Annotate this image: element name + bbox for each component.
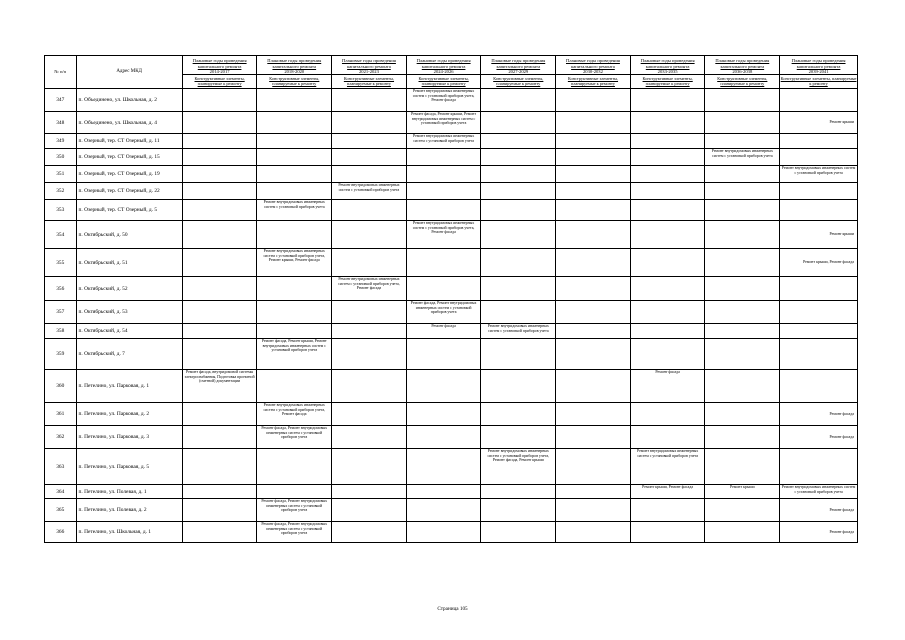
work-cell — [481, 221, 556, 249]
work-cell — [406, 166, 481, 183]
header-period-subtitle: Конструктивные элементы, планируемые к ремонту — [332, 74, 406, 86]
work-cell — [780, 339, 858, 370]
work-cell — [556, 449, 631, 485]
work-cell — [780, 183, 858, 200]
work-cell — [556, 324, 631, 339]
row-address: п. Объединено, ул. Школьная, д. 4 — [76, 112, 182, 134]
work-cell — [182, 324, 257, 339]
work-cell — [406, 449, 481, 485]
row-address: п. Объединено, ул. Школьная, д. 2 — [76, 89, 182, 112]
work-cell — [182, 183, 257, 200]
work-cell — [630, 339, 705, 370]
row-address: п. Октябрьский, д. 51 — [76, 249, 182, 277]
work-cell — [705, 426, 780, 449]
work-cell — [630, 166, 705, 183]
header-address: Адрес МКД — [76, 56, 182, 89]
row-number: 357 — [45, 301, 77, 324]
row-number: 351 — [45, 166, 77, 183]
work-cell — [630, 112, 705, 134]
work-cell: Ремонт крыши — [780, 112, 858, 134]
work-cell — [332, 339, 407, 370]
work-cell — [332, 426, 407, 449]
header-period-years: 2027-2029 — [508, 68, 529, 74]
row-number: 358 — [45, 324, 77, 339]
header-period-years: 2018-2020 — [284, 68, 305, 74]
row-address: п. Октябрьский, д. 54 — [76, 324, 182, 339]
table-row — [45, 339, 858, 370]
work-cell — [481, 134, 556, 149]
work-cell — [481, 277, 556, 301]
row-address: п. Октябрьский, д. 52 — [76, 277, 182, 301]
work-cell — [332, 249, 407, 277]
work-cell — [257, 221, 332, 249]
row-address: п. Озерный, тер. СТ Озерный, д. 19 — [76, 166, 182, 183]
table-header-row — [45, 56, 858, 89]
work-cell — [182, 89, 257, 112]
header-period-4 — [481, 56, 556, 89]
work-cell — [332, 485, 407, 499]
row-number: 352 — [45, 183, 77, 200]
work-cell — [630, 426, 705, 449]
work-cell — [332, 149, 407, 166]
work-cell — [257, 485, 332, 499]
work-cell — [630, 134, 705, 149]
row-number: 360 — [45, 370, 77, 403]
header-period-years: 2014-2017 — [209, 68, 230, 74]
work-cell — [257, 301, 332, 324]
work-cell: Ремонт внутридомовых инженерных систем с установкой приборов учета, Ремонт фасада — [257, 403, 332, 426]
work-cell — [705, 499, 780, 522]
work-cell: Ремонт крыши, Ремонт фасада — [780, 249, 858, 277]
row-number: 354 — [45, 221, 77, 249]
work-cell — [332, 449, 407, 485]
work-cell — [780, 134, 858, 149]
work-cell: Ремонт внутридомовых инженерных систем с установкой приборов учета, Ремонт фасада — [406, 89, 481, 112]
work-cell — [406, 370, 481, 403]
work-cell — [481, 89, 556, 112]
work-cell — [406, 403, 481, 426]
work-cell — [556, 134, 631, 149]
work-cell: Ремонт фасада, Ремонт крыши, Ремонт внутридомовых инженерных систем с установкой приборов учета — [257, 339, 332, 370]
row-address: п. Озерный, тер. СТ Озерный, д. 5 — [76, 200, 182, 221]
header-period-6 — [630, 56, 705, 89]
header-period-3 — [406, 56, 481, 89]
work-cell — [705, 522, 780, 543]
work-cell — [332, 89, 407, 112]
row-number: 356 — [45, 277, 77, 301]
work-cell — [481, 370, 556, 403]
work-cell — [481, 485, 556, 499]
work-cell — [556, 499, 631, 522]
work-cell — [257, 134, 332, 149]
header-num: № п/п — [45, 56, 77, 89]
table-row — [45, 522, 858, 543]
header-period-title: Плановые годы проведения капитального ремонта — [416, 58, 471, 69]
header-period-7 — [705, 56, 780, 89]
work-cell: Ремонт внутридомовых инженерных систем с установкой приборов учета — [332, 183, 407, 200]
work-cell — [705, 449, 780, 485]
work-cell: Ремонт фасада, Ремонт внутридомовых инженерных систем с установкой приборов учета — [257, 522, 332, 543]
work-cell — [182, 339, 257, 370]
header-period-5 — [556, 56, 631, 89]
work-cell: Ремонт фасада — [780, 522, 858, 543]
header-period-years: 2024-2026 — [433, 68, 454, 74]
work-cell — [332, 134, 407, 149]
work-cell — [481, 112, 556, 134]
work-cell: Ремонт внутридомовых инженерных систем с установкой приборов учета — [780, 166, 858, 183]
header-period-title: Плановые годы проведения капитального ремонта — [640, 58, 695, 69]
work-cell — [705, 324, 780, 339]
work-cell: Ремонт внутридомовых инженерных систем с установкой приборов учета, Ремонт фасада — [406, 221, 481, 249]
work-cell — [630, 200, 705, 221]
header-period-8 — [780, 56, 858, 89]
work-cell — [406, 183, 481, 200]
header-period-title: Плановые годы проведения капитального ремонта — [192, 58, 247, 69]
work-cell — [481, 149, 556, 166]
row-number: 347 — [45, 89, 77, 112]
work-cell: Ремонт фасада, Ремонт крыши, Ремонт внутридомовых инженерных систем с установкой приборов учета — [406, 112, 481, 134]
work-cell — [406, 149, 481, 166]
work-cell — [182, 499, 257, 522]
work-cell: Ремонт внутридомовых инженерных систем с установкой приборов учета, Ремонт фасада — [332, 277, 407, 301]
work-cell — [182, 200, 257, 221]
work-cell — [780, 449, 858, 485]
header-period-subtitle: Конструктивные элементы, планируемые к ремонту — [183, 74, 257, 86]
work-cell: Ремонт фасада — [630, 370, 705, 403]
work-cell — [705, 301, 780, 324]
work-cell: Ремонт внутридомовых инженерных систем с установкой приборов учета — [630, 449, 705, 485]
work-cell — [257, 370, 332, 403]
repair-plan-table — [44, 55, 858, 543]
work-cell — [556, 249, 631, 277]
work-cell — [406, 499, 481, 522]
table-row — [45, 200, 858, 221]
work-cell: Ремонт фасада — [780, 426, 858, 449]
work-cell — [182, 249, 257, 277]
work-cell — [780, 89, 858, 112]
work-cell — [481, 522, 556, 543]
work-cell — [556, 522, 631, 543]
work-cell: Ремонт фасада, Ремонт внутридомовых инженерных систем с установкой приборов учета — [406, 301, 481, 324]
work-cell — [630, 499, 705, 522]
work-cell: Ремонт фасада — [780, 499, 858, 522]
row-address: п. Октябрьский, д. 53 — [76, 301, 182, 324]
work-cell: Ремонт крыши — [780, 221, 858, 249]
work-cell — [406, 426, 481, 449]
work-cell — [630, 221, 705, 249]
table-row — [45, 403, 858, 426]
table-row — [45, 221, 858, 249]
row-number: 355 — [45, 249, 77, 277]
work-cell: Ремонт внутридомовых инженерных систем с установкой приборов учета — [780, 485, 858, 499]
table-row — [45, 166, 858, 183]
work-cell — [257, 277, 332, 301]
work-cell — [182, 134, 257, 149]
row-number: 350 — [45, 149, 77, 166]
work-cell — [182, 522, 257, 543]
work-cell — [481, 499, 556, 522]
table-row — [45, 370, 858, 403]
work-cell — [182, 301, 257, 324]
work-cell — [780, 370, 858, 403]
row-number: 364 — [45, 485, 77, 499]
work-cell — [332, 166, 407, 183]
work-cell — [481, 339, 556, 370]
row-number: 362 — [45, 426, 77, 449]
header-period-years: 2021-2023 — [358, 68, 379, 74]
header-period-title: Плановые годы проведения капитального ремонта — [341, 58, 396, 69]
row-address: п. Октябрьский, д. 50 — [76, 221, 182, 249]
work-cell — [556, 89, 631, 112]
work-cell — [182, 426, 257, 449]
row-address: п. Петелино, ул. Полевая, д. 2 — [76, 499, 182, 522]
table-row — [45, 149, 858, 166]
work-cell — [332, 324, 407, 339]
row-address: п. Октябрьский, д. 7 — [76, 339, 182, 370]
work-cell: Ремонт фасада, Ремонт внутридомовых инженерных систем с установкой приборов учета — [257, 426, 332, 449]
work-cell: Ремонт внутридомовых инженерных систем с установкой приборов учета — [406, 134, 481, 149]
header-period-title: Плановые годы проведения капитального ремонта — [267, 58, 322, 69]
row-address: п. Петелино, ул. Парковая, д. 5 — [76, 449, 182, 485]
work-cell — [481, 200, 556, 221]
table-row — [45, 277, 858, 301]
work-cell — [556, 183, 631, 200]
work-cell — [481, 403, 556, 426]
row-address: п. Озерный, тер. СТ Озерный, д. 15 — [76, 149, 182, 166]
work-cell — [556, 149, 631, 166]
work-cell — [406, 339, 481, 370]
row-number: 361 — [45, 403, 77, 426]
work-cell — [332, 499, 407, 522]
work-cell — [630, 301, 705, 324]
work-cell — [481, 183, 556, 200]
table-row — [45, 449, 858, 485]
work-cell — [406, 249, 481, 277]
work-cell — [182, 149, 257, 166]
work-cell — [705, 134, 780, 149]
work-cell — [705, 277, 780, 301]
row-address: п. Петелино, ул. Полевая, д. 1 — [76, 485, 182, 499]
work-cell — [406, 200, 481, 221]
table-row — [45, 499, 858, 522]
table-row — [45, 485, 858, 499]
work-cell: Ремонт крыши, Ремонт фасада — [630, 485, 705, 499]
row-address: п. Озерный, тер. СТ Озерный, д. 11 — [76, 134, 182, 149]
table-row — [45, 324, 858, 339]
header-period-years: 2039-2041 — [808, 68, 829, 74]
table-row — [45, 301, 858, 324]
header-period-years: 2030-2032 — [583, 68, 603, 74]
work-cell — [257, 112, 332, 134]
page-footer: Страница 105 — [437, 606, 468, 612]
table-row — [45, 183, 858, 200]
work-cell: Ремонт внутридомовых инженерных систем с установкой приборов учета — [705, 149, 780, 166]
work-cell — [780, 301, 858, 324]
work-cell — [630, 249, 705, 277]
header-period-title: Плановые годы проведения капитального ремонта — [791, 58, 846, 69]
header-period-title: Плановые годы проведения капитального ремонта — [491, 58, 546, 69]
work-cell — [182, 112, 257, 134]
work-cell: Ремонт внутридомовых инженерных систем с установкой приборов учета, Ремонт фасада, Ремонт крыши — [481, 449, 556, 485]
work-cell — [705, 200, 780, 221]
row-address: п. Озерный, тер. СТ Озерный, д. 22 — [76, 183, 182, 200]
work-cell — [182, 277, 257, 301]
work-cell — [556, 166, 631, 183]
work-cell — [332, 522, 407, 543]
work-cell — [182, 403, 257, 426]
table-row — [45, 134, 858, 149]
work-cell — [481, 301, 556, 324]
row-number: 348 — [45, 112, 77, 134]
header-period-1 — [257, 56, 332, 89]
work-cell — [257, 183, 332, 200]
header-period-subtitle: Конструктивные элементы, планируемые к ремонту — [407, 74, 481, 86]
work-cell — [556, 301, 631, 324]
work-cell — [182, 221, 257, 249]
row-address: п. Петелино, ул. Парковая, д. 3 — [76, 426, 182, 449]
work-cell — [705, 166, 780, 183]
work-cell: Ремонт внутридомовых инженерных систем с установкой приборов учета — [257, 200, 332, 221]
table-row — [45, 89, 858, 112]
work-cell — [332, 301, 407, 324]
work-cell — [780, 277, 858, 301]
header-period-subtitle: Конструктивные элементы, планируемые к ремонту — [705, 74, 779, 86]
work-cell — [406, 485, 481, 499]
work-cell — [182, 449, 257, 485]
work-cell — [556, 339, 631, 370]
work-cell: Ремонт внутридомовых инженерных систем с установкой приборов учета — [481, 324, 556, 339]
work-cell — [556, 403, 631, 426]
work-cell — [556, 426, 631, 449]
row-address: п. Петелино, ул. Парковая, д. 1 — [76, 370, 182, 403]
work-cell — [630, 149, 705, 166]
work-cell: Ремонт внутридомовых инженерных систем с установкой приборов учета, Ремонт крыши, Ремонт фасада — [257, 249, 332, 277]
work-cell — [705, 221, 780, 249]
work-cell — [406, 522, 481, 543]
header-period-subtitle: Конструктивные элементы, планируемые к ремонту — [257, 74, 331, 86]
row-number: 366 — [45, 522, 77, 543]
table-row — [45, 249, 858, 277]
work-cell — [257, 149, 332, 166]
work-cell — [630, 403, 705, 426]
work-cell — [705, 339, 780, 370]
header-period-title: Плановые годы проведения капитального ремонта — [715, 58, 770, 69]
work-cell — [780, 324, 858, 339]
work-cell — [780, 149, 858, 166]
row-number: 353 — [45, 200, 77, 221]
work-cell — [556, 277, 631, 301]
work-cell — [182, 166, 257, 183]
row-number: 349 — [45, 134, 77, 149]
work-cell — [332, 200, 407, 221]
work-cell — [630, 277, 705, 301]
work-cell — [257, 166, 332, 183]
work-cell — [257, 449, 332, 485]
table-row — [45, 112, 858, 134]
header-period-subtitle: Конструктивные элементы, планируемые к ремонту — [556, 74, 630, 86]
work-cell — [481, 166, 556, 183]
work-cell: Ремонт фасада, внутридомовой системы электроснабжения, Подготовка проектной (сметной) документации — [182, 370, 257, 403]
header-period-subtitle: Конструктивные элементы, планируемые к ремонту — [481, 74, 555, 86]
row-number: 359 — [45, 339, 77, 370]
work-cell — [556, 221, 631, 249]
table-row — [45, 426, 858, 449]
work-cell — [705, 249, 780, 277]
work-cell — [556, 370, 631, 403]
work-cell — [332, 221, 407, 249]
work-cell — [705, 112, 780, 134]
header-period-subtitle: Конструктивные элементы, планируемые к ремонту — [780, 75, 857, 86]
work-cell — [556, 112, 631, 134]
work-cell — [481, 249, 556, 277]
header-period-subtitle: Конструктивные элементы, планируемые к ремонту — [631, 74, 705, 86]
work-cell — [481, 426, 556, 449]
work-cell — [257, 89, 332, 112]
row-number: 365 — [45, 499, 77, 522]
work-cell — [705, 370, 780, 403]
work-cell: Ремонт крыши — [705, 485, 780, 499]
work-cell: Ремонт фасада — [406, 324, 481, 339]
header-period-title: Плановые годы проведения капитального ремонта — [565, 58, 620, 69]
work-cell — [257, 324, 332, 339]
work-cell — [332, 370, 407, 403]
work-cell: Ремонт фасада — [780, 403, 858, 426]
work-cell — [705, 183, 780, 200]
header-period-years: 2033-2035 — [657, 68, 678, 74]
work-cell — [556, 485, 631, 499]
row-address: п. Петелино, ул. Парковая, д. 2 — [76, 403, 182, 426]
work-cell — [630, 522, 705, 543]
header-period-0 — [182, 56, 257, 89]
work-cell — [705, 89, 780, 112]
row-address: п. Петелино, ул. Школьная, д. 1 — [76, 522, 182, 543]
work-cell: Ремонт фасада, Ремонт внутридомовых инженерных систем с установкой приборов учета — [257, 499, 332, 522]
row-number: 363 — [45, 449, 77, 485]
work-cell — [332, 112, 407, 134]
work-cell — [705, 403, 780, 426]
work-cell — [630, 89, 705, 112]
work-cell — [406, 277, 481, 301]
work-cell — [780, 200, 858, 221]
header-period-2 — [332, 56, 407, 89]
work-cell — [182, 485, 257, 499]
header-period-years: 2036-2038 — [732, 68, 753, 74]
work-cell — [630, 324, 705, 339]
work-cell — [332, 403, 407, 426]
work-cell — [556, 200, 631, 221]
work-cell — [630, 183, 705, 200]
